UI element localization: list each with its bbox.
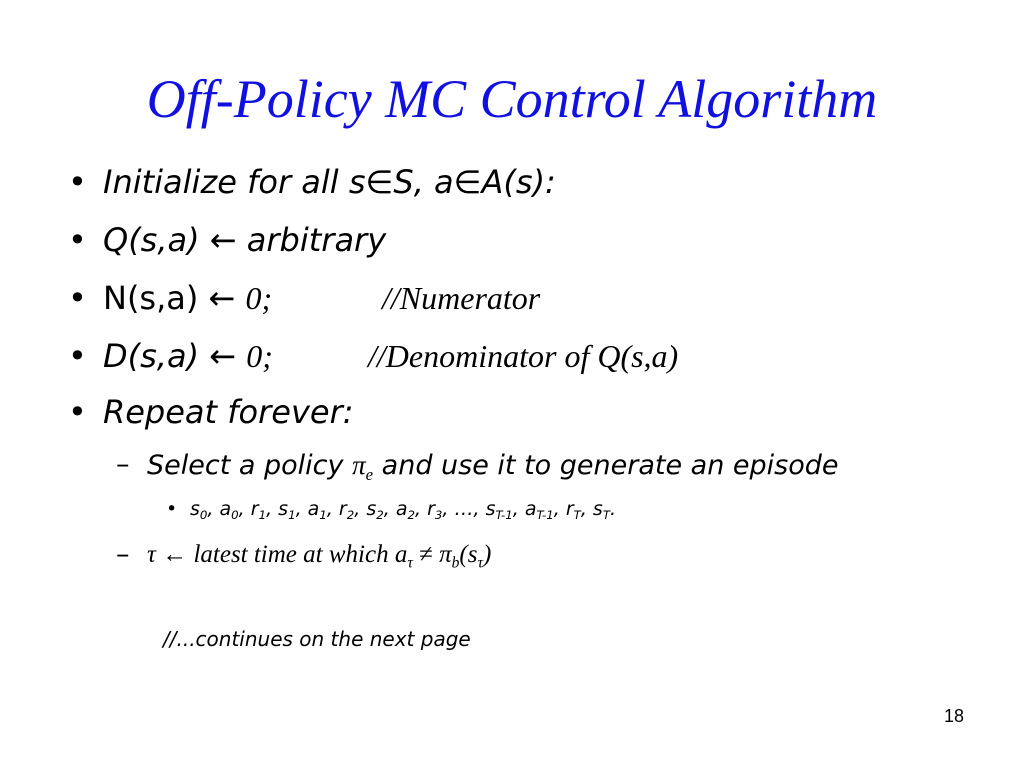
episode-term: $r_T$ — [565, 498, 581, 523]
bullet-marker: • — [68, 279, 87, 317]
episode-term: $r_3$ — [427, 498, 443, 523]
d-lhs: D(s,a) — [103, 337, 200, 375]
bullet-marker: • — [68, 337, 87, 375]
d-value: 0; — [246, 338, 273, 374]
episode-term: $r_2$ — [338, 498, 355, 523]
bullet-marker: • — [68, 163, 87, 201]
episode-term: $s_2$ — [366, 498, 384, 523]
episode-term: $r_1$ — [250, 498, 267, 523]
bullet-marker: • — [68, 393, 87, 431]
n-line — [103, 278, 272, 318]
d-arrow: ← — [209, 337, 237, 375]
slide-title: Off-Policy MC Control Algorithm — [146, 69, 878, 129]
q-arrow: ← — [209, 221, 237, 259]
episode-term: $a_0$ — [219, 498, 239, 523]
tau-line: τ ← latest time at which $a_\tau \ne \pi_b(s_\tau)$ — [147, 541, 492, 572]
episode-term: $s_T$ — [592, 498, 610, 523]
n-lhs: N(s,a) — [103, 279, 199, 317]
select-policy-line — [147, 448, 839, 492]
dash-marker: – — [116, 449, 130, 480]
bullet-marker: • — [166, 498, 178, 520]
select-post: and use it to generate an episode — [381, 450, 839, 481]
continues-note: //...continues on the next page — [163, 627, 471, 651]
q-rhs: arbitrary — [246, 221, 387, 259]
d-line — [103, 336, 273, 376]
episode-term: … — [454, 498, 474, 520]
episode-term: $a_2$ — [395, 498, 415, 523]
episode-term: $a_{T-1}$ — [524, 498, 554, 523]
q-line — [103, 220, 386, 260]
initialize-text: Initialize for all s∈S, a∈A(s): — [103, 163, 556, 201]
page-number: 18 — [943, 706, 964, 726]
episode-term: $s_0$ — [190, 498, 208, 523]
select-pre: Select a policy — [147, 450, 344, 481]
episode-sequence: $s_0$, $a_0$, $r_1$, $s_1$, $a_1$, $r_2$, $s_2$, $a_2$, $r_3$, …, $s_{T-1}$, $a_{T-1}$, $r_T$, $s_T$. — [190, 498, 617, 523]
episode-term: $a_1$ — [307, 498, 327, 523]
repeat-text: Repeat forever: — [103, 393, 354, 431]
n-arrow: ← — [208, 279, 236, 317]
pi-e-symbol: $\pi_e$ — [352, 450, 374, 484]
episode-term: $s_1$ — [278, 498, 296, 523]
q-lhs: Q(s,a) — [103, 221, 200, 259]
dash-marker: – — [116, 539, 130, 570]
episode-term: $s_{T-1}$ — [485, 498, 513, 523]
n-value: 0; — [245, 280, 273, 316]
n-comment: //Numerator — [382, 280, 541, 316]
bullet-marker: • — [68, 221, 87, 259]
d-comment: //Denominator of Q(s,a) — [368, 338, 679, 374]
